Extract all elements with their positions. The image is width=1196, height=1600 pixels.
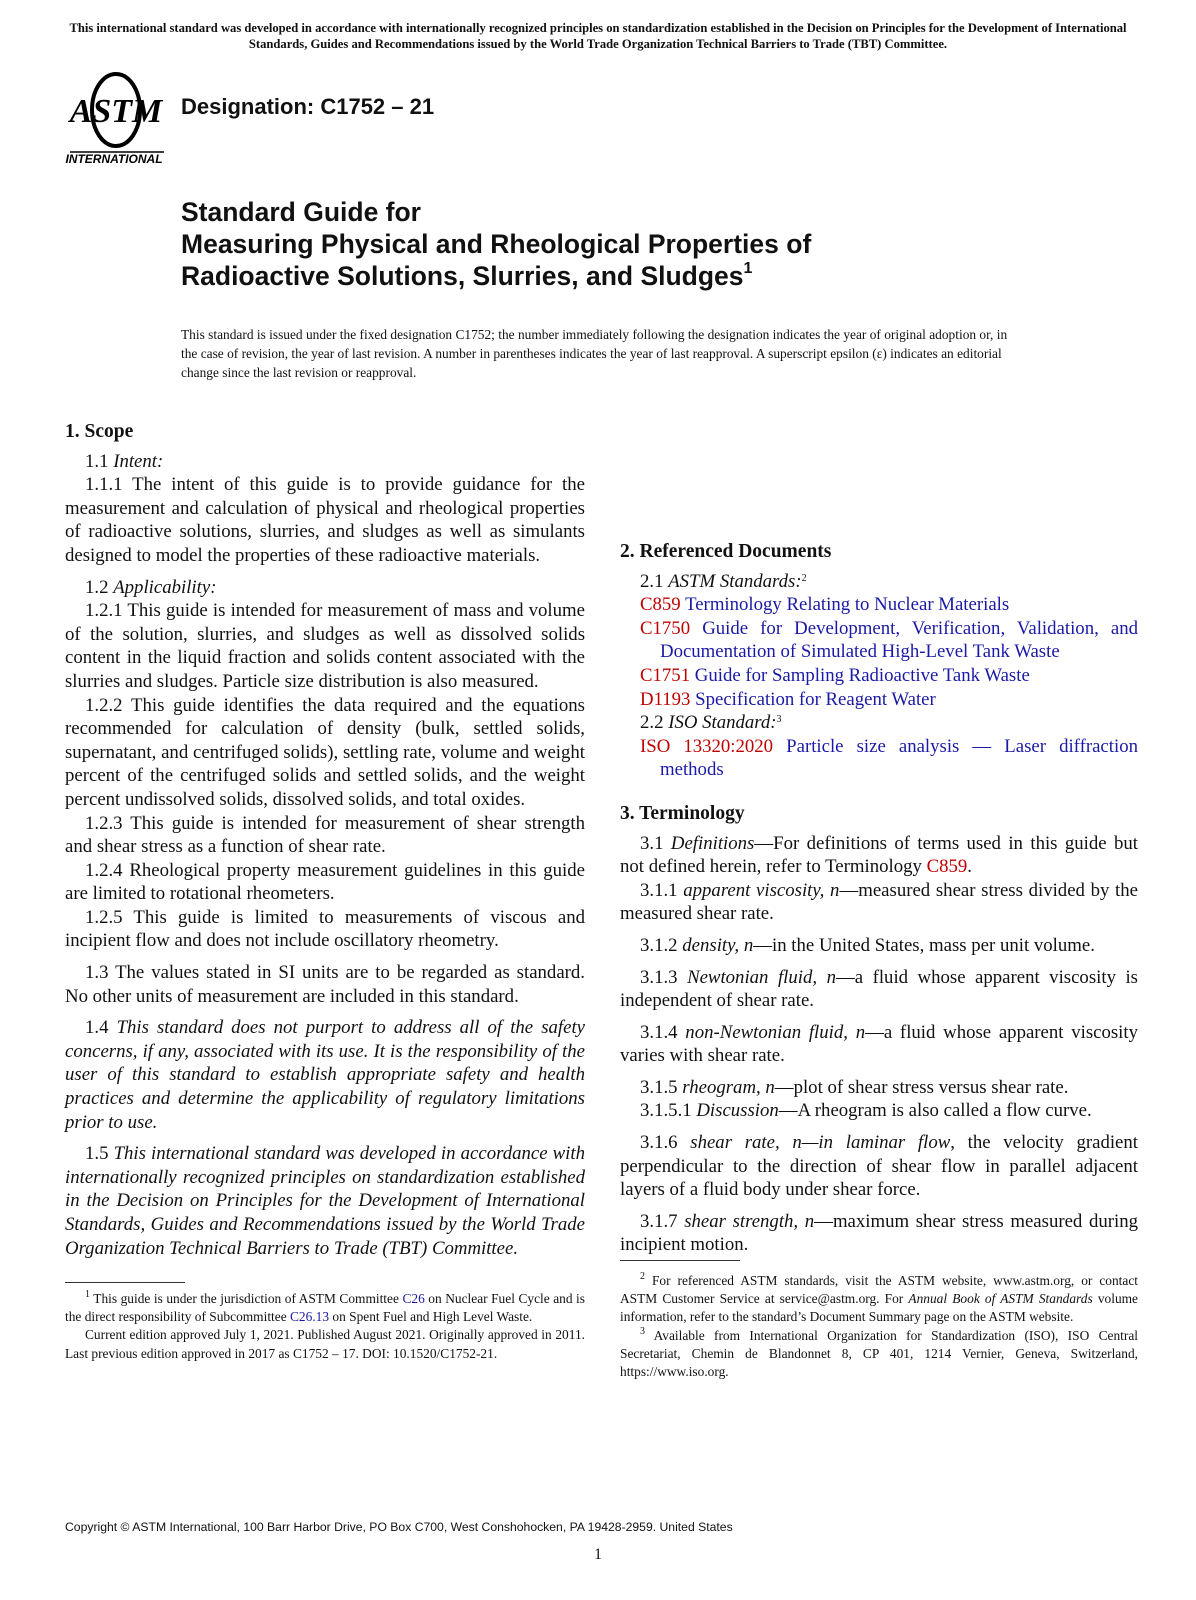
- title-footnote-mark: 1: [743, 260, 753, 277]
- footnote-1: $^1$ This guide is under the jurisdiction of ASTM Committee C26 on Nuclear Fuel Cycle and is the direct responsibility of Subcommittee C26.13 on Spent Fuel and High Level Waste. Current edition approved July 1, 2021. Published August 2021. Originally approved in 2011. Last previous edition approved in 2017 as C1752 – 17. DOI: 10.1520/C1752-21.: [65, 1290, 585, 1363]
- astm-logo-icon: [60, 72, 168, 166]
- left-column: [65, 420, 585, 1260]
- page-number: 1: [594, 1546, 602, 1563]
- definition-3-1-2: 3.1.2 density, n—in the United States, mass per unit volume.: [640, 934, 1095, 956]
- logo-letters: ASTM: [69, 93, 163, 130]
- definition-3-1-7: 3.1.7 shear strength, n—maximum shear stress measured during incipient motion.: [620, 1210, 1138, 1256]
- clause-1-1: 1.1 Intent:: [85, 450, 164, 472]
- wto-notice: This international standard was developed in accordance with internationally recognized principles on standardization established in the Decision on Principles for the Development of International Standards, Guides and Recommendations issued by the World Trade Organization Technical Barriers to Trade (TBT) Committee.: [69, 21, 1127, 51]
- logo-subtext: INTERNATIONAL: [65, 152, 163, 166]
- clause-3-1: 3.1 Definitions—For definitions of terms used in this guide but not defined herein, refer to Terminology C859.: [620, 832, 1138, 878]
- designation: Designation: C1752 – 21: [181, 94, 435, 119]
- footnote-rule-left: [65, 1282, 185, 1283]
- definition-3-1-5-1: 3.1.5.1 Discussion—A rheogram is also called a flow curve.: [640, 1100, 1092, 1122]
- reference-iso-13320[interactable]: ISO 13320:2020 Particle size analysis — Laser diffraction methods: [640, 735, 1138, 781]
- clause-1-2: 1.2 Applicability:: [85, 576, 217, 598]
- title-line-1: Standard Guide for: [181, 197, 421, 227]
- link-c859[interactable]: C859: [926, 856, 968, 878]
- issued-note: This standard is issued under the fixed designation C1752; the number immediately following the designation indicates the year of original adoption or, in the case of revision, the year of last revision. A number in parentheses indicates the year of last reapproval. A superscript epsilon (ε) indicates an editorial change since the last revision or reapproval.: [181, 327, 1008, 380]
- reference-d1193[interactable]: D1193 Specification for Reagent Water: [640, 688, 936, 710]
- reference-c1750[interactable]: C1750 Guide for Development, Verification, Validation, and Documentation of Simulated High-Level Tank Waste: [640, 617, 1138, 663]
- clause-1-2-3: 1.2.3 This guide is intended for measurement of shear strength and shear stress as a function of shear rate.: [65, 812, 585, 858]
- title-line-2: Measuring Physical and Rheological Properties of: [181, 229, 812, 259]
- clause-1-2-2: 1.2.2 This guide identifies the data required and the equations recommended for calculation of density (bulk, settled solids, supernatant, and centrifuged solids), settling rate, volume and weight percent of the centrifuged solids and settled solids, and the weight percent undissolved solids, dissolved solids, and total oxides.: [65, 694, 585, 810]
- title-line-3: Radioactive Solutions, Slurries, and Sludges: [181, 261, 744, 291]
- reference-c1751[interactable]: C1751 Guide for Sampling Radioactive Tank Waste: [640, 664, 1030, 686]
- section-heading-referenced-documents: 2. Referenced Documents: [620, 541, 832, 562]
- clause-1-3: 1.3 The values stated in SI units are to be regarded as standard. No other units of measurement are included in this standard.: [65, 962, 585, 1007]
- clause-1-5: 1.5 This international standard was developed in accordance with internationally recognized principles on standardization established in the Decision on Principles for the Development of International Standards, Guides and Recommendations issued by the World Trade Organization Technical Barriers to Trade (TBT) Committee.: [65, 1143, 585, 1259]
- clause-1-2-4: 1.2.4 Rheological property measurement guidelines in this guide are limited to rotational rheometers.: [65, 859, 585, 905]
- section-heading-scope: 1. Scope: [65, 421, 134, 442]
- definition-3-1-5: 3.1.5 rheogram, n—plot of shear stress versus shear rate.: [640, 1076, 1069, 1098]
- link-c26-13[interactable]: C26.13: [290, 1309, 330, 1325]
- clause-2-1: 2.1 ASTM Standards:$^2$: [640, 570, 807, 592]
- definition-3-1-4: 3.1.4 non-Newtonian fluid, n—a fluid whose apparent viscosity varies with shear rate.: [620, 1021, 1139, 1067]
- definition-3-1-3: 3.1.3 Newtonian fluid, n—a fluid whose apparent viscosity is independent of shear rate.: [620, 966, 1138, 1012]
- link-c26[interactable]: C26: [402, 1291, 425, 1306]
- reference-c859[interactable]: C859 Terminology Relating to Nuclear Materials: [640, 594, 1010, 616]
- right-column: [620, 420, 1138, 1257]
- footnote-1-edition: Current edition approved July 1, 2021. Published August 2021. Originally approved in 2011. Last previous edition approved in 2017 as C1752 – 17. DOI: 10.1520/C1752-21.: [65, 1327, 585, 1361]
- copyright-line: Copyright © ASTM International, 100 Barr Harbor Drive, PO Box C700, West Conshohocken, PA 19428-2959. United States: [65, 1520, 733, 1534]
- footnote-2: $^2$ For referenced ASTM standards, visit the ASTM website, www.astm.org, or contact ASTM Customer Service at service@astm.org. For Annual Book of ASTM Standards volume information, refer to the standard’s Document Summary page on the ASTM website. $^3$ Available from International Organization for Standardization (ISO), ISO Central Secretariat, Chemin de Blandonnet 8, CP 401, 1214 Vernier, Geneva, Switzerland, https://www.iso.org.: [620, 1272, 1138, 1381]
- clause-1-2-1: 1.2.1 This guide is intended for measurement of mass and volume of the solution, slurries, and sludges as well as dissolved solids content in the liquid fraction and solids content associated with the slurries and sludges. Particle size distribution is also measured.: [65, 600, 585, 692]
- section-heading-terminology: 3. Terminology: [620, 802, 745, 824]
- definition-3-1-6: 3.1.6 shear rate, n—in laminar flow, the velocity gradient perpendicular to the direction of shear flow in parallel adjacent layers of a fluid body under shear force.: [620, 1132, 1138, 1201]
- astm-logo: [60, 72, 168, 166]
- footnote-rule-right: [620, 1260, 740, 1261]
- clause-1-1-1: 1.1.1 The intent of this guide is to provide guidance for the measurement and calculation of physical and rheological properties of radioactive solutions, slurries, and sludges as well as simulants designed to model the properties of these radioactive materials.: [65, 474, 585, 566]
- clause-1-2-5: 1.2.5 This guide is limited to measurements of viscous and incipient flow and does not include oscillatory rheometry.: [65, 906, 585, 952]
- footnote-3: $^3$ Available from International Organization for Standardization (ISO), ISO Central Secretariat, Chemin de Blandonnet 8, CP 401, 1214 Vernier, Geneva, Switzerland, https://www.iso.org.: [620, 1325, 1138, 1380]
- clause-1-4: 1.4 This standard does not purport to address all of the safety concerns, if any, associated with its use. It is the responsibility of the user of this standard to establish appropriate safety and health practices and determine the applicability of regulatory limitations prior to use.: [65, 1017, 586, 1133]
- document-title: [181, 196, 811, 292]
- definition-3-1-1: 3.1.1 apparent viscosity, n—measured shear stress divided by the measured shear rate.: [620, 879, 1139, 925]
- clause-2-2: 2.2 ISO Standard:$^3$: [640, 712, 782, 734]
